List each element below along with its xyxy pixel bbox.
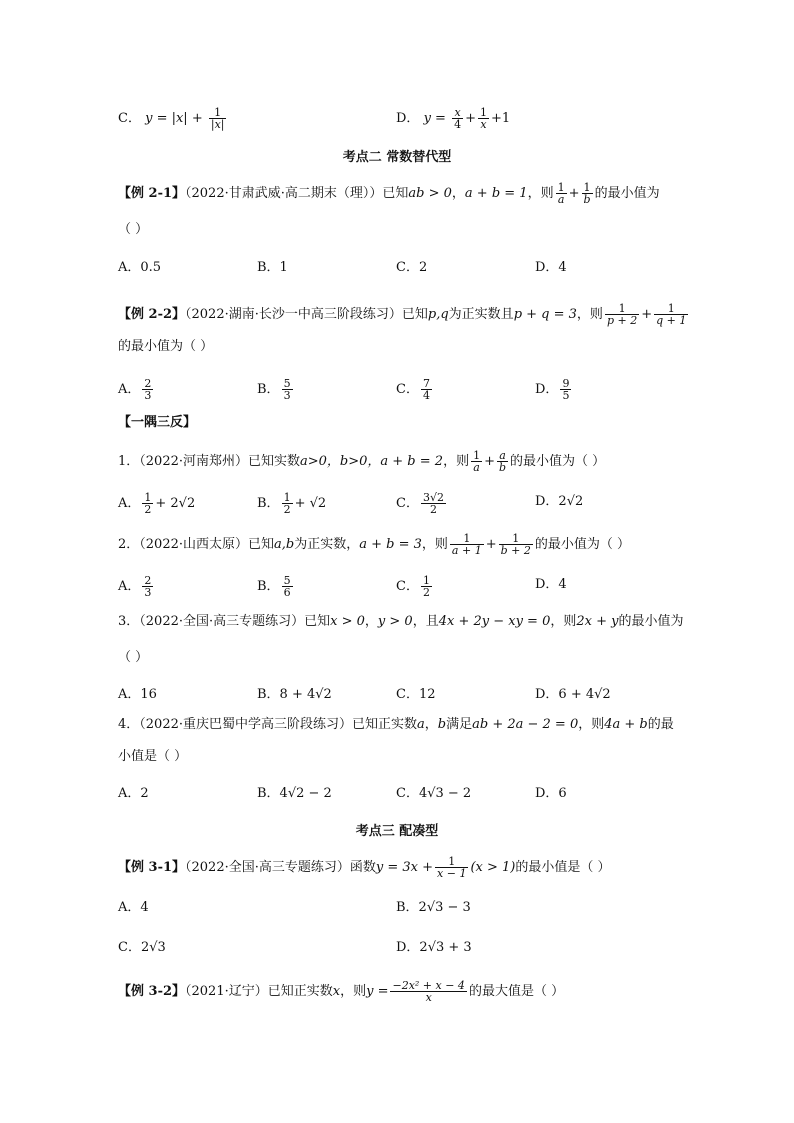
option-a: A．0.5 [118,260,162,275]
fraction [452,107,463,130]
fraction-numerator: 1 [422,574,430,587]
fraction-numerator: 1 [582,182,593,194]
math-expression: +1 [491,111,511,126]
option-a: A．16 [118,687,157,702]
answer-paren: （ ） [118,222,149,237]
stem-text: 1．（2022·河南郑州）已知实数 [118,454,300,469]
stem-continuation: 小值是（ ） [118,749,188,764]
practice-header: 【一隅三反】 [118,415,197,430]
option-label: B． [257,579,280,594]
fraction [421,492,446,515]
fraction-denominator: 2 [429,503,437,516]
math-expression: a + b = 1 [464,186,528,201]
fraction-numerator: 1 [605,303,639,315]
stem-text: 3．（2022·全国·高三专题练习）已知 [118,614,331,629]
option-c: C．2 [396,260,428,275]
stem-text: 满足 [446,717,473,732]
fraction [142,492,153,515]
stem-text: 2．（2022·山西太原）已知 [118,537,274,552]
option-d: D．6 [535,786,567,801]
math-expression: 4a + b [604,717,648,732]
option-d: D．4 [535,577,567,592]
stem-text: 已知 [401,307,428,322]
option-label: B． [257,496,280,511]
math-expression: b [437,717,447,732]
question-3-stem [118,612,683,632]
stem-text: 为正实数， [294,537,360,552]
option-c [118,107,228,130]
stem-text: 的最小值是（ ） [515,860,611,875]
fraction [142,575,153,598]
stem-text: 的最小值为（ ） [510,454,606,469]
fraction [282,492,293,515]
fraction-denominator: 2 [422,586,430,599]
stem-text: ，则 [578,717,605,732]
section-title: 考点二 常数替代型 [342,150,452,165]
option-c: C．4√3 − 2 [396,786,472,801]
stem-text: ，则 [340,984,367,999]
fraction-numerator: 1 [499,533,533,545]
option-label: B． [257,382,280,397]
option-c [396,492,448,515]
example-tag: 【例 3-1】 [118,860,186,875]
fraction [282,378,293,401]
math-expression: p,q [427,307,449,322]
stem-text: ，且 [412,614,439,629]
option-label: A． [118,382,141,397]
fraction-numerator: 1 [450,533,484,545]
fraction [582,182,593,205]
stem-continuation: 的最小值为（ ） [118,339,214,354]
fraction-denominator: 4 [422,389,430,402]
stem-text: ，则 [527,186,554,201]
math-expression: y = [423,111,446,126]
fraction-denominator: 3 [144,586,152,599]
fraction-denominator: a + 1 [451,544,482,557]
stem-text: ，则 [421,537,448,552]
math-expression: y = 3x + [375,860,434,875]
stem-text: 的最小值为 [594,186,660,201]
option-c [396,378,434,401]
fraction-denominator: 3 [144,389,152,402]
option-label: C． [396,496,419,511]
fraction-numerator: 2 [144,574,152,587]
fraction-denominator: 5 [562,389,570,402]
math-expression: a [417,717,425,732]
fraction [142,378,153,401]
option-d: D．4 [535,260,567,275]
stem-text: 的最小值为（ ） [534,537,630,552]
fraction-denominator: |x| [210,118,225,131]
fraction-numerator: 1 [435,856,468,868]
fraction [421,378,432,401]
option-c [396,575,434,598]
example-tag: 【例 2-2】 [118,307,186,322]
stem-text: ， [364,614,378,629]
source: （2022·湖南·长沙一中高三阶段练习） [185,307,402,322]
fraction-denominator: b [583,193,591,206]
option-label: A． [118,496,141,511]
fraction-denominator: b + 2 [500,544,531,557]
fraction-numerator: a [497,450,508,462]
math-expression: a,b [274,537,295,552]
stem-text: ， [424,717,438,732]
stem-text: 的最小值为 [618,614,684,629]
fraction [450,533,484,556]
example-3-1-stem [118,856,611,879]
fraction-denominator: 3 [283,389,291,402]
example-2-1-stem: 【例 2-1】（2022·甘肃武威·高二期末（理））已知ab > 0，a + b = 1，则 $\frac{1}{a}$ + $\frac{1}{b}$ 的最小值为 [118,181,660,206]
option-b: B．4√2 − 2 [257,786,332,801]
fraction [471,450,482,473]
stem-text: ， [451,186,465,201]
source: （2021·辽宁） [185,984,268,999]
option-b [257,492,326,515]
fraction-numerator: x [452,107,463,119]
fraction-numerator: 3√2 [422,491,444,504]
stem-text: 为正实数且 [448,307,514,322]
stem-text: 的最 [647,717,674,732]
fraction-numerator: 1 [480,106,487,119]
math-expression: p + q = 3 [513,307,577,322]
option-d: D． y = $\frac{x}{4}$ + $\frac{1}{x}$ +1 [396,106,511,131]
fraction-numerator: 5 [283,574,291,587]
stem-text: 已知 [382,186,409,201]
stem-text: 函数 [349,860,376,875]
math-expression: y = [366,984,389,999]
source: （2022·全国·高三专题练习） [185,860,350,875]
fraction-numerator: 1 [473,449,481,462]
fraction-denominator: 2 [144,503,152,516]
math-expression: y > 0 [377,614,413,629]
stem-text: 的最大值是（ ） [468,984,565,999]
example-tag: 【例 2-1】 [118,186,186,201]
question-1-stem: 1．（2022·河南郑州）已知实数a>0，b>0，a + b = 2，则 $\frac{1}{a}$ + $\frac{a}{b}$ 的最小值为（ ） [118,449,606,474]
math-expression: x > 0 [330,614,365,629]
option-label: C． [396,382,419,397]
option-b: B．8 + 4√2 [257,687,332,702]
fraction [560,378,571,401]
fraction [497,450,508,473]
option-c: C．2√3 [118,940,166,955]
option-d [535,378,573,401]
stem-text: ，则 [576,307,603,322]
stem-text: 4．（2022·重庆巴蜀中学高三阶段练习）已知正实数 [118,717,417,732]
option-a: A．4 [118,900,149,915]
option-b [257,575,295,598]
fraction-denominator: 2 [283,503,291,516]
fraction-numerator: 1 [654,303,688,315]
option-d: D．2√3 + 3 [396,940,472,955]
fraction [654,303,688,326]
fraction-numerator: 2 [144,377,152,390]
option-label: D． [396,111,420,126]
math-expression: (x > 1) [470,860,516,875]
fraction-numerator: −2x² + x − 4 [392,979,465,992]
answer-paren: （ ） [118,650,149,665]
option-a: A．2 [118,786,149,801]
fraction-denominator: x [480,118,487,131]
fraction [499,533,533,556]
option-label: C． [396,579,419,594]
fraction [556,182,567,205]
math-expression: ab + 2a − 2 = 0 [472,717,579,732]
fraction [282,575,293,598]
math-expression: ab > 0 [408,186,452,201]
fraction-denominator: p + 2 [606,314,638,327]
fraction-denominator: b [498,461,507,474]
math-expression: + √2 [294,496,327,511]
option-b: B．1 [257,260,288,275]
option-a [118,378,155,401]
source: （2022·甘肃武威·高二期末（理）） [185,186,383,201]
stem-text: ，则 [443,454,470,469]
option-b [257,378,295,401]
fraction-denominator: x [425,991,432,1004]
fraction-denominator: q + 1 [656,314,687,327]
fraction-denominator: 6 [283,586,291,599]
section-title: 考点三 配凑型 [355,824,439,839]
fraction-numerator: 1 [209,107,227,119]
option-b: B．2√3 − 3 [396,900,471,915]
fraction-numerator: 1 [557,181,565,194]
math-expression: + 2√2 [155,496,196,511]
fraction [390,980,466,1003]
fraction [421,575,432,598]
example-tag: 【例 3-2】 [118,984,186,999]
fraction-denominator: a [473,461,480,474]
stem-text: ，则 [550,614,577,629]
option-d: D．6 + 4√2 [535,687,611,702]
option-label: D． [535,382,559,397]
question-4-stem [118,715,674,735]
fraction-numerator: 9 [562,377,570,390]
option-label: C． [118,111,141,126]
fraction [209,107,227,130]
fraction-denominator: 4 [454,118,462,131]
math-expression: a + b = 3 [359,537,422,552]
fraction-denominator: x − 1 [437,867,467,880]
stem-text: 已知正实数 [267,984,333,999]
fraction-numerator: 1 [283,491,291,504]
option-a [118,492,195,515]
example-2-2-stem: 【例 2-2】（2022·湖南·长沙一中高三阶段练习）已知p,q为正实数且p + q = 3，则 $\frac{1}{p + 2}$ + $\frac{1}{q + 1}$ [118,302,687,327]
fraction-numerator: 7 [422,377,430,390]
fraction-denominator: a [557,193,565,206]
option-label: A． [118,579,141,594]
option-c: C．12 [396,687,436,702]
math-expression: x [332,984,341,999]
fraction [435,856,468,879]
fraction-numerator: 5 [283,377,291,390]
fraction [605,303,639,326]
example-3-2-stem [118,980,564,1003]
fraction-numerator: 1 [144,491,152,504]
math-expression: y = |x| + [145,111,203,126]
math-expression: 4x + 2y − xy = 0 [438,614,551,629]
question-2-stem: 2．（2022·山西太原）已知a,b为正实数，a + b = 3，则 $\frac{1}{a + 1}$ + $\frac{1}{b + 2}$ 的最小值为（ ） [118,532,630,557]
math-expression: 2x + y [576,614,619,629]
fraction [478,107,489,130]
option-d: D．2√2 [535,494,584,509]
math-expression: a>0，b>0，a + b = 2 [300,454,444,469]
option-a [118,575,155,598]
